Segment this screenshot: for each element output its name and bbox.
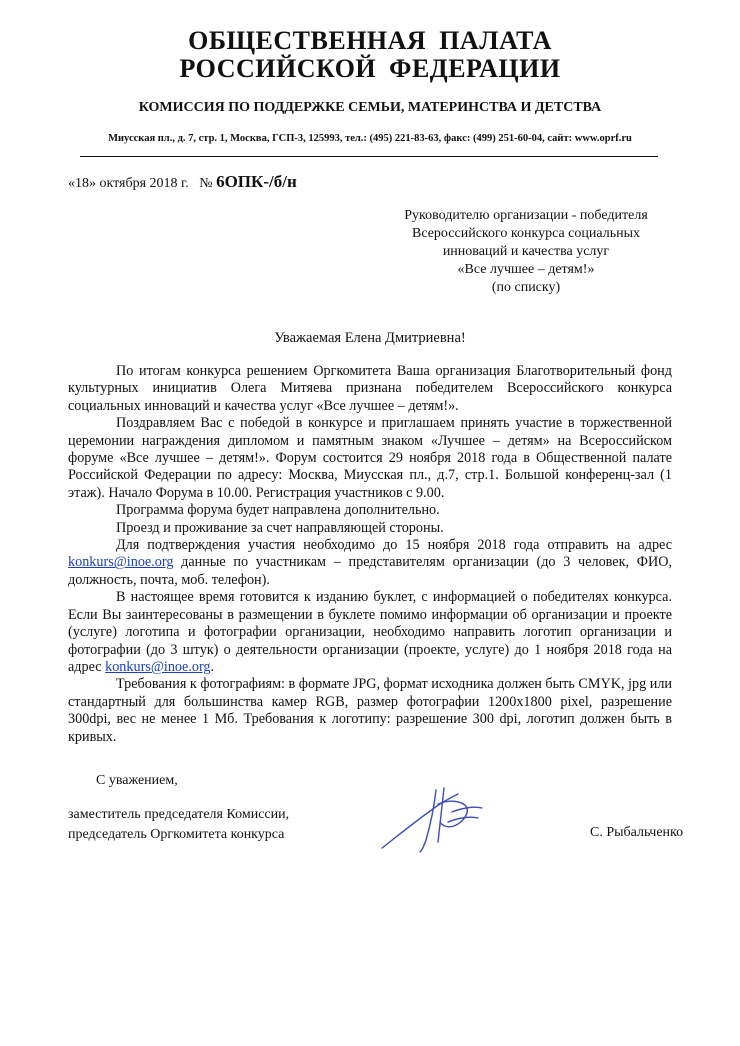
organization-title-line-2: РОССИЙСКОЙ ФЕДЕРАЦИИ [179, 54, 561, 83]
recipient-line: «Все лучшее – детям!» [457, 262, 595, 277]
commission-name: КОМИССИЯ ПО ПОДДЕРЖКЕ СЕМЬИ, МАТЕРИНСТВА И ДЕТСТВА [138, 100, 602, 115]
paragraph-invitation: Поздравляем Вас с победой в конкурсе и приглашаем принять участие в торжественной церемонии награждения дипломом и памятным знаком «Лучшее – детям» на Всероссийском форуме «Все лучшее – детям!». Форум состоится 29 ноября 2018 года в Общественной палате Российской Федерации по адресу: Москва, Миусская пл., д.7, стр.1. Большой конференц-зал (1 этаж). Начало Форума в 10.00. Регистрация участников с 9.00. [68, 415, 672, 501]
paragraph-requirements: Требования к фотографиям: в формате JPG, формат исходника должен быть CMYK, jpg или стандартный для большинства камер RGB, размер фотографии 1200x1800 pixel, разрешение 300dpi, вес не менее 1 Мб. Требования к логотипу: разрешение 300 dpi, логотип должен быть в кривых. [68, 676, 672, 745]
confirmation-text-end: данные по участникам – представителям организации (до 3 человек, ФИО, должность, почта, моб. телефон). [68, 554, 672, 588]
salutation: Уважаемая Елена Дмитриевна! [274, 330, 466, 346]
letter-number: 6ОПК-/б/н [216, 172, 297, 191]
recipient-line: инноваций и качества услуг [442, 244, 610, 259]
booklet-text-end: . [210, 658, 215, 675]
signer-title-line-1: заместитель председателя Комиссии, [68, 807, 290, 822]
contact-details: Миусская пл., д. 7, стр. 1, Москва, ГСП-3, 125993, тел.: (495) 221-83-63, факс: (499) 251-60-04, сайт: www.oprf.ru [108, 133, 632, 144]
recipient-line: (по списку) [491, 280, 561, 295]
email-link[interactable]: konkurs@inoe.org [105, 658, 211, 675]
confirmation-text: Для подтверждения участия необходимо до 15 ноября 2018 года отправить на адрес [116, 537, 672, 554]
signer-title-line-2: председатель Оргкомитета конкурса [68, 827, 285, 842]
email-link[interactable]: konkurs@inoe.org [68, 554, 174, 571]
letter-body [68, 363, 672, 746]
signer-name: С. Рыбальченко [590, 825, 684, 840]
header-divider [80, 156, 658, 157]
organization-title [0, 27, 740, 83]
paragraph-confirmation [68, 537, 672, 589]
closing: С уважением, [96, 773, 178, 788]
signer-title [68, 805, 289, 845]
recipient-line: Руководителю организации - победителя [404, 208, 648, 223]
paragraph-booklet [68, 589, 672, 676]
number-sign: № [199, 176, 213, 191]
letter-date: «18» октября 2018 г. [68, 176, 189, 191]
booklet-text: В настоящее время готовится к изданию буклет, с информацией о победителях конкурса. Если Вы заинтересованы в размещении в буклете помимо информации об организации и проекте (услуге) логотипа и фотографии организации, необходимо направить логотип организации и фотографии (до 3 штук) о деятельности организации (проекте, услуге) до 1 ноября 2018 года на адрес [68, 589, 672, 675]
date-and-number [68, 172, 297, 192]
organization-title-line-1: ОБЩЕСТВЕННАЯ ПАЛАТА [188, 26, 552, 55]
recipient-block [376, 207, 676, 297]
recipient-line: Всероссийского конкурса социальных [412, 226, 640, 241]
handwritten-signature [378, 782, 488, 854]
paragraph-travel: Проезд и проживание за счет направляющей стороны. [116, 519, 444, 536]
paragraph-winner: По итогам конкурса решением Оргкомитета Ваша организация Благотворительный фонд культурных инициатив Олега Митяева признана победителем Всероссийского конкурса социальных инноваций и качества услуг «Все лучшее – детям!». [68, 363, 672, 414]
paragraph-program: Программа форума будет направлена дополнительно. [116, 502, 440, 519]
